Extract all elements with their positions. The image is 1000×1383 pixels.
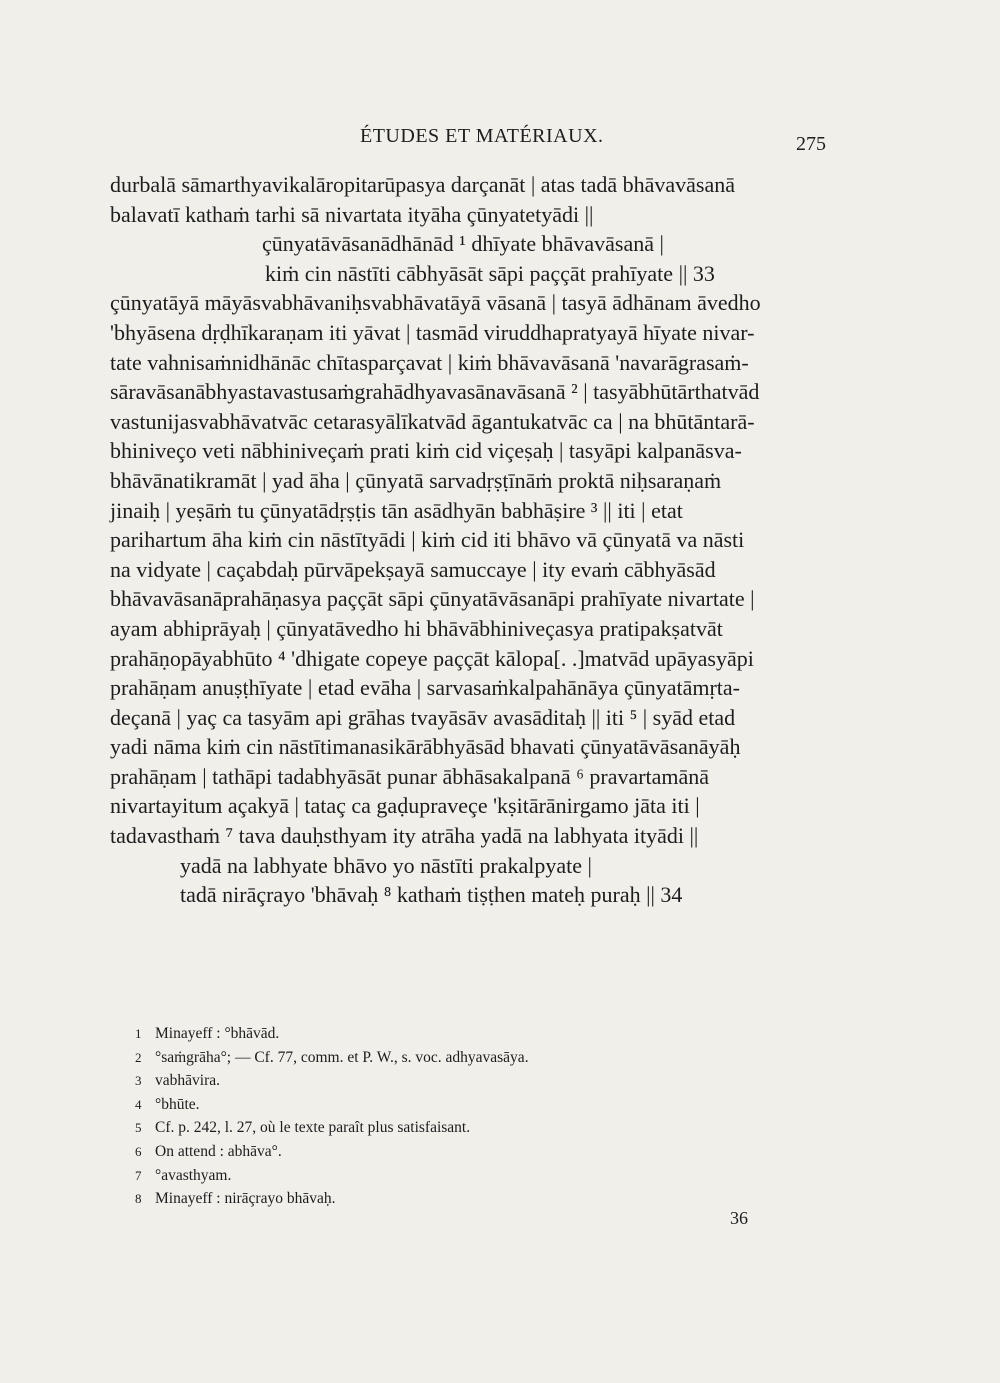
footnote-text: Minayeff : °bhāvād. — [155, 1025, 280, 1042]
footnote — [135, 1164, 835, 1188]
text-line: nivartayitum açakyā | tataç ca gaḍupraveçe 'kṣitārānirgamo jāta iti | — [110, 793, 700, 819]
text-line: ayam abhiprāyaḥ | çūnyatāvedho hi bhāvābhiniveçasya pratipakṣatvāt — [110, 615, 723, 641]
footnote — [135, 1140, 835, 1164]
text-line: jinaiḥ | yeṣāṁ tu çūnyatādṛṣṭis tān asādhyān babhāṣire ³ || iti | etat — [110, 497, 683, 523]
text-line: parihartum āha kiṁ cin nāstītyādi | kiṁ cid iti bhāvo vā çūnyatā va nāsti — [110, 527, 745, 553]
footnotes — [135, 1022, 835, 1211]
footnote-text: On attend : abhāva°. — [155, 1142, 282, 1160]
footnote-text: °avasthyam. — [155, 1166, 232, 1184]
page-number: 275 — [796, 133, 826, 155]
text-line: balavatī kathaṁ tarhi sā nivartata ityāha çūnyatetyādi || — [110, 201, 594, 227]
text-line: na vidyate | caçabdaḥ pūrvāpekṣayā samuccaye | ity evaṁ cābhyāsād — [110, 556, 716, 582]
text-line: prahāṇam | tathāpi tadabhyāsāt punar ābhāsakalpanā ⁶ pravartamānā — [110, 763, 710, 789]
footnote-text: vabhāvira. — [155, 1072, 220, 1090]
verse-line: kiṁ cin nāstīti cābhyāsāt sāpi paççāt prahīyate || 33 — [265, 260, 715, 286]
footnote-number: 3 — [135, 1073, 142, 1089]
text-line: yadi nāma kiṁ cin nāstītimanasikārābhyāsād bhavati çūnyatāvāsanāyāḥ — [110, 734, 741, 760]
text-line: sāravāsanābhyastavastusaṁgrahādhyavasānavāsanā ² | tasyābhūtārthatvād — [110, 379, 760, 405]
footnote-text: °bhūte. — [155, 1095, 200, 1113]
footnote — [135, 1069, 835, 1093]
footnote-text: °saṁgrāha°; — Cf. 77, comm. et P. W., s. voc. adhyavasāya. — [155, 1048, 529, 1066]
text-line: 'bhyāsena dṛḍhīkaraṇam iti yāvat | tasmād viruddhapratyayā hīyate nivar- — [110, 319, 755, 345]
footnote-number: 7 — [135, 1167, 142, 1183]
text-line: bhāvānatikramāt | yad āha | çūnyatā sarvadṛṣṭīnāṁ proktā niḥsaraṇaṁ — [110, 467, 722, 493]
verse-line: tadā nirāçrayo 'bhāvaḥ ⁸ kathaṁ tiṣṭhen mateḥ puraḥ || 34 — [180, 882, 683, 908]
text-line: bhiniveço veti nābhiniveçaṁ prati kiṁ cid viçeṣaḥ | tasyāpi kalpanāsva- — [110, 438, 742, 464]
body-text — [110, 170, 840, 910]
signature-mark: 36 — [730, 1208, 748, 1228]
running-title: ÉTUDES ET MATÉRIAUX. — [360, 125, 604, 147]
footnote — [135, 1046, 835, 1070]
footnote — [135, 1116, 835, 1140]
footnote-number: 4 — [135, 1096, 142, 1112]
footnote-number: 8 — [135, 1191, 142, 1207]
text-line: çūnyatāyā māyāsvabhāvaniḥsvabhāvatāyā vāsanā | tasyā ādhānam āvedho — [110, 290, 761, 316]
footnote-number: 1 — [135, 1026, 142, 1041]
footnote-number: 2 — [135, 1049, 142, 1065]
footnote — [135, 1022, 835, 1046]
text-line: prahāṇopāyabhūto ⁴ 'dhigate copeye paççāt kālopa[. .]matvād upāyasyāpi — [110, 645, 754, 671]
text-line: deçanā | yaç ca tasyām api grāhas tvayāsāv avasāditaḥ || iti ⁵ | syād etad — [110, 704, 736, 730]
footnote-text: Cf. p. 242, l. 27, où le texte paraît plus satisfaisant. — [155, 1119, 471, 1137]
verse-line: yadā na labhyate bhāvo yo nāstīti prakalpyate | — [180, 852, 592, 878]
footnote-number: 5 — [135, 1120, 142, 1136]
footnote — [135, 1093, 835, 1117]
text-line: vastunijasvabhāvatvāc cetarasyālīkatvād āgantukatvāc ca | na bhūtāntarā- — [110, 408, 755, 434]
text-line: tadavasthaṁ ⁷ tava dauḥsthyam ity atrāha yadā na labhyata ityādi || — [110, 823, 699, 849]
text-line: tate vahnisaṁnidhānāc chītasparçavat | kiṁ bhāvavāsanā 'navarāgrasaṁ- — [110, 349, 749, 375]
verse-line: çūnyatāvāsanādhānād ¹ dhīyate bhāvavāsanā | — [262, 231, 664, 257]
footnote-text: Minayeff : nirāçrayo bhāvaḥ. — [155, 1190, 336, 1208]
running-head — [0, 125, 1000, 155]
footnote-number: 6 — [135, 1143, 142, 1159]
text-line: bhāvavāsanāprahāṇasya paççāt sāpi çūnyatāvāsanāpi prahīyate nivartate | — [110, 586, 755, 612]
text-line: prahāṇam anuṣṭhīyate | etad evāha | sarvasaṁkalpahānāya çūnyatāmṛta- — [110, 675, 741, 701]
text-line: durbalā sāmarthyavikalāropitarūpasya darçanāt | atas tadā bhāvavāsanā — [110, 172, 735, 197]
